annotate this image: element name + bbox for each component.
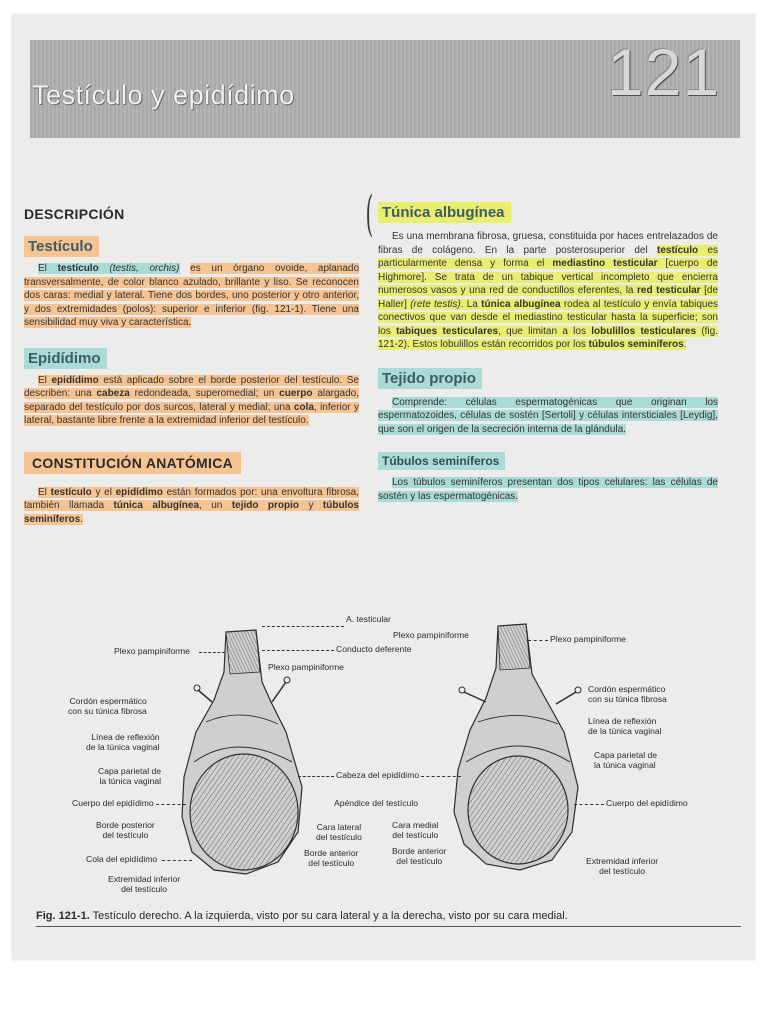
chapter-number: 121 (607, 35, 721, 109)
albuginea-heading: Túnica albugínea (378, 202, 511, 223)
leader-plexo-left (199, 652, 225, 653)
label-cordon-right: Cordón espermático con su túnica fibrosa (588, 684, 667, 704)
leader-plexo-right (528, 640, 548, 641)
epididimo-heading: Epidídimo (24, 348, 107, 369)
label-apendice: Apéndice del testículo (334, 798, 419, 808)
constitucion-paragraph: El testículo y el epidídimo están formados por: una envoltura fibrosa, también llamada túnica albugínea, un tejido propio y túbulos seminíferos. (24, 486, 360, 525)
label-extremidad-left: Extremidad inferior del testículo (108, 874, 181, 894)
label-cara-medial: Cara medial del testículo (392, 820, 439, 840)
leader-conducto-deferente (262, 650, 334, 651)
tejido-propio-heading: Tejido propio (378, 368, 482, 389)
figure-caption (36, 910, 741, 927)
label-linea-left: Línea de reflexión de la túnica vaginal (86, 732, 160, 752)
label-borde-anterior-mid: Borde anterior del testículo (304, 848, 359, 868)
label-plexo-pampiniforme-top: Plexo pampiniforme (393, 630, 469, 640)
label-cordon-left: Cordón espermático con su túnica fibrosa (68, 696, 147, 716)
label-conducto-deferente: Conducto deferente (336, 644, 412, 654)
label-plexo-pampiniforme-left: Plexo pampiniforme (114, 646, 190, 656)
label-cabeza-epididimo: Cabeza del epidídimo (336, 770, 420, 780)
right-testis-drawing (454, 624, 581, 870)
testiculo-heading: Testículo (24, 236, 99, 257)
tubulos-heading: Túbulos seminíferos (378, 452, 505, 470)
label-plexo-pampiniforme-mid: Plexo pampiniforme (268, 662, 344, 672)
label-cola-epididimo: Cola del epidídimo (86, 854, 158, 864)
leader-a-testicular (262, 626, 344, 627)
caption-figure-number: Fig. 121-1. (36, 910, 90, 922)
leader-cola (162, 860, 192, 861)
tejido-propio-paragraph: Comprende: células espermatogénicas que originan los espermatozoides, células de sostén [Sertoli] y células intersticiales [Leydig], que son el origen de la secreción interna de la glándula. (378, 396, 718, 435)
label-capa-left: Capa parietal de la túnica vaginal (98, 766, 162, 786)
label-cara-lateral: Cara lateral del testículo (316, 822, 362, 842)
leader-cuerpo-right (574, 804, 604, 805)
label-a-testicular: A. testicular (346, 614, 391, 624)
chapter-title: Testículo y epidídimo (32, 80, 295, 110)
label-cuerpo-right: Cuerpo del epidídimo (606, 798, 688, 808)
leader-cabeza-right (421, 776, 461, 777)
right-column (378, 194, 718, 503)
left-bracket-mark: ( (365, 186, 374, 242)
constitucion-heading: CONSTITUCIÓN ANATÓMICA (24, 452, 241, 474)
leader-cuerpo-left (156, 804, 186, 805)
label-cuerpo-left: Cuerpo del epidídimo (72, 798, 154, 808)
testiculo-paragraph: El testículo (testis, orchis) es un órgano ovoide, aplanado transversalmente, de color blanco azulado, brillante y liso. Se reconocen dos caras: medial y lateral. Tiene dos bordes, uno posterior y otro anterior, y dos extremidades (polos): superior e inferior (fig. 121-1). Tiene una sensibilidad muy viva y característica. (24, 263, 360, 328)
albuginea-paragraph: Es una membrana fibrosa, gruesa, constituida por haces entrelazados de fibras de colágeno. En la parte posterosuperior del testículo es particularmente densa y forma el mediastino testicular [cuerpo de Highmore]. Se trata de un tabique vertical incompleto que encierra numerosos vasos y una red de conductillos eferentes, la red testicular [de Haller] (rete testis). La túnica albugínea rodea al testículo y envía tabiques conectivos que van desde el mediastino testicular hasta la superficie; son los tabiques testiculares, que limitan a los lobulillos testiculares (fig. 121-2). Estos lobulillos están recorridos por los túbulos seminíferos. (378, 231, 719, 350)
label-plexo-pampiniforme-right: Plexo pampiniforme (550, 634, 626, 644)
left-column (24, 194, 359, 526)
caption-text: Testículo derecho. A la izquierda, visto por su cara lateral y a la derecha, visto por su cara medial. (92, 910, 568, 922)
figure-121-1 (66, 612, 726, 912)
epididimo-paragraph: El epidídimo está aplicado sobre el borde posterior del testículo. Se describen: una cabeza redondeada, superomedial; un cuerpo alargado, separado del testículo por dos surcos, lateral y medial; una cola, inferior y lateral, bastante libre frente a la extremidad inferior del testículo. (24, 374, 360, 426)
leader-cabeza (298, 776, 334, 777)
label-borde-posterior: Borde posterior del testículo (96, 820, 155, 840)
label-extremidad-right: Extremidad inferior del testículo (586, 856, 659, 876)
label-capa-right: Capa parietal de la túnica vaginal (594, 750, 658, 770)
tubulos-paragraph: Los túbulos seminíferos presentan dos tipos celulares: las células de sostén y las espermatogénicas. (378, 477, 718, 502)
label-linea-right: Línea de reflexión de la túnica vaginal (588, 716, 662, 736)
descripcion-heading: DESCRIPCIÓN (24, 206, 125, 222)
label-borde-anterior-right: Borde anterior del testículo (392, 846, 447, 866)
